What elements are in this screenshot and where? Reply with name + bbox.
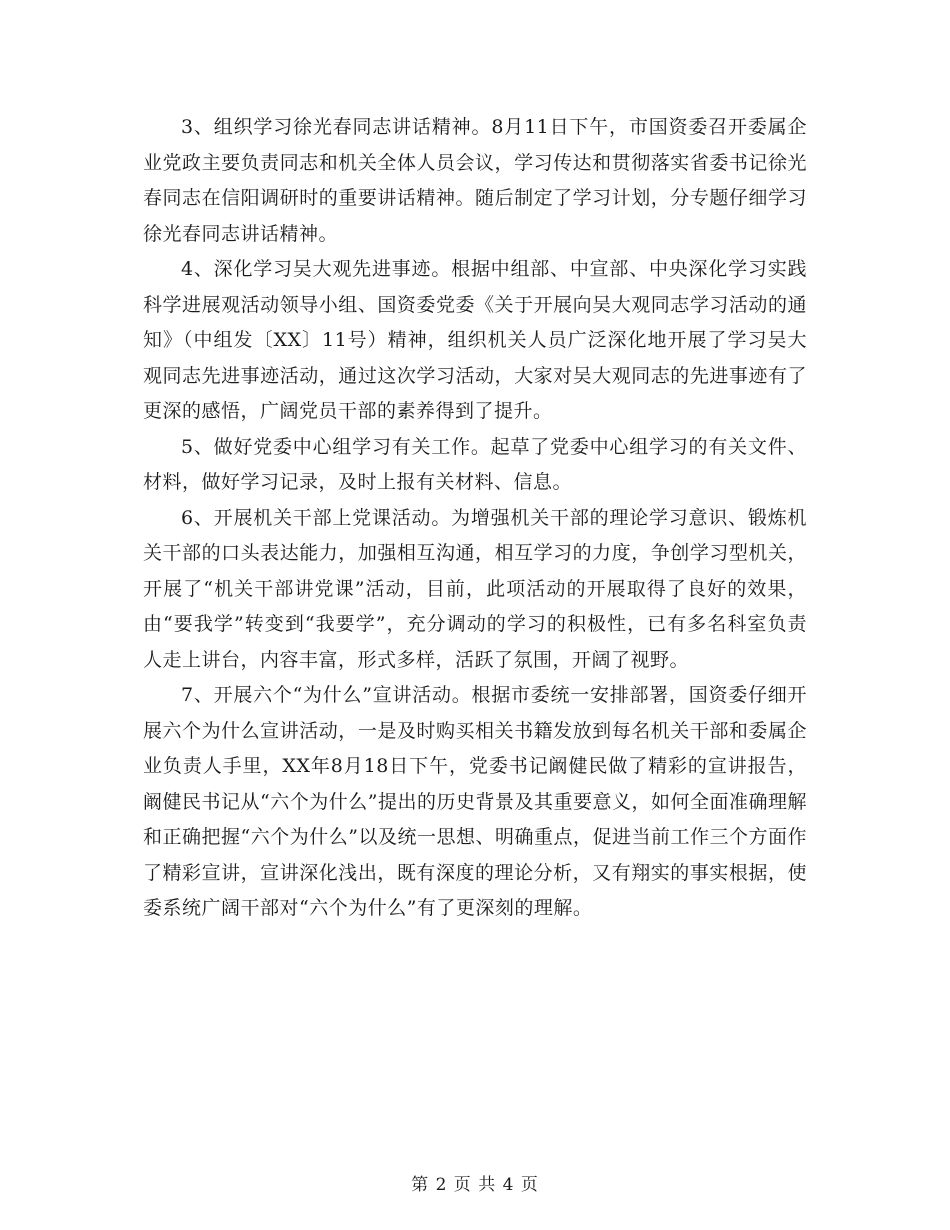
paragraph-item-3: 3、组织学习徐光春同志讲话精神。8月11日下午，市国资委召开委属企业党政主要负责同志和机关全体人员会议，学习传达和贯彻落实省委书记徐光春同志在信阳调研时的重要讲话精神。随后制定了学习计划，分专题仔细学习徐光春同志讲话精神。 [143,116,807,245]
paragraph-item-7: 7、开展六个“为什么”宣讲活动。根据市委统一安排部署，国资委仔细开展六个为什么宣讲活动，一是及时购买相关书籍发放到每名机关干部和委属企业负责人手里，XX年8月18日下午，党委书记阚健民做了精彩的宣讲报告，阚健民书记从“六个为什么”提出的历史背景及其重要意义，如何全面准确理解和正确把握“六个为什么”以及统一思想、明确重点，促进当前工作三个方面作了精彩宣讲，宣讲深化浅出，既有深度的理论分析，又有翔实的事实根据，使委系统广阔干部对“六个为什么”有了更深刻的理解。 [143,684,807,919]
paragraph-item-4: 4、深化学习吴大观先进事迹。根据中组部、中宣部、中央深化学习实践科学进展观活动领导小组、国资委党委《关于开展向吴大观同志学习活动的通知》（中组发〔XX〕11号）精神，组织机关人员广泛深化地开展了学习吴大观同志先进事迹活动，通过这次学习活动，大家对吴大观同志的先进事迹有了更深的感悟，广阔党员干部的素养得到了提升。 [143,258,807,422]
page-number-footer: 第 2 页 共 4 页 [411,1175,539,1195]
paragraph-item-5: 5、做好党委中心组学习有关工作。起草了党委中心组学习的有关文件、材料，做好学习记录，及时上报有关材料、信息。 [143,435,807,493]
document-body [143,110,807,927]
paragraph-item-6: 6、开展机关干部上党课活动。为增强机关干部的理论学习意识、锻炼机关干部的口头表达能力，加强相互沟通，相互学习的力度，争创学习型机关，开展了“机关干部讲党课”活动，目前，此项活动的开展取得了良好的效果，由“要我学”转变到“我要学”，充分调动的学习的积极性，已有多名科室负责人走上讲台，内容丰富，形式多样，活跃了氛围，开阔了视野。 [143,506,807,671]
